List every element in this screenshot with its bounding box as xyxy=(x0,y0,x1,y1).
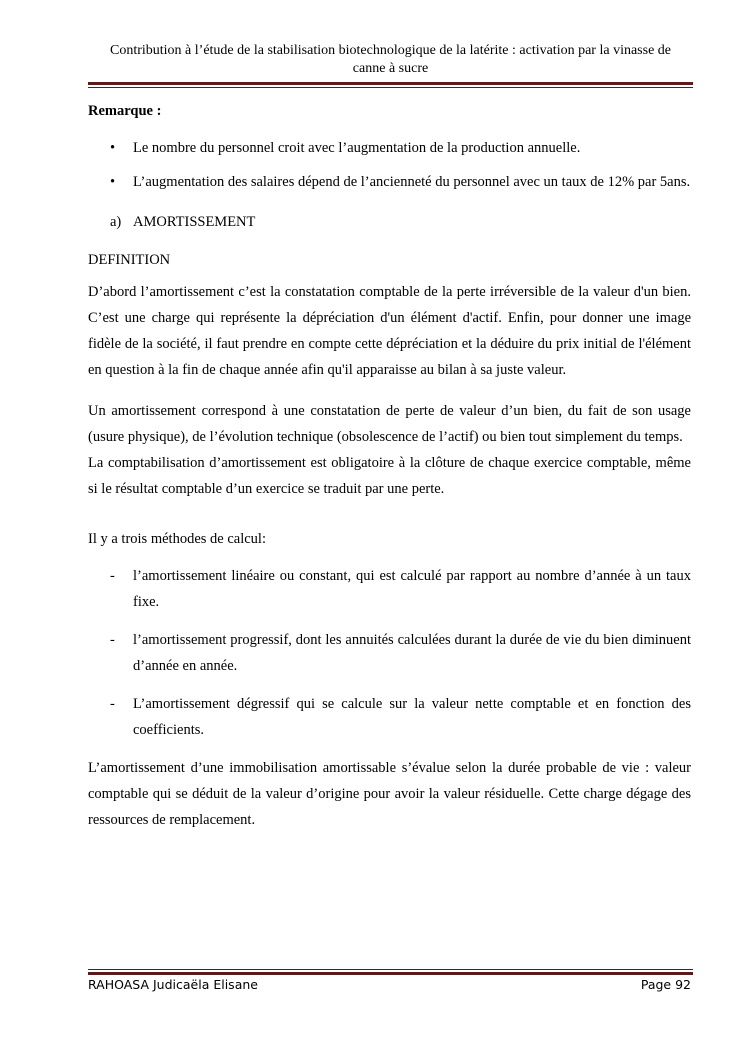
footer-rule-thin xyxy=(88,969,693,970)
remark-item-text: L’augmentation des salaires dépend de l’ancienneté du personnel avec un taux de 12% par 5ans. xyxy=(133,174,691,190)
definition-paragraph-2-part-2: La comptabilisation d’amortissement est obligatoire à la clôture de chaque exercice comptable, même si le résultat comptable d’un exercice se traduit par une perte. xyxy=(88,455,691,497)
section-heading-amortissement xyxy=(88,209,691,235)
method-item-text: l’amortissement progressif, dont les annuités calculées durant la durée de vie du bien diminuent d’année en année. xyxy=(133,632,691,674)
section-number: a) xyxy=(110,214,122,230)
list-item xyxy=(88,563,691,615)
list-item xyxy=(88,135,691,161)
section-title: AMORTISSEMENT xyxy=(133,214,256,230)
remark-list xyxy=(88,135,691,195)
methods-intro: Il y a trois méthodes de calcul: xyxy=(88,531,266,547)
method-item-text: l’amortissement linéaire ou constant, qui est calculé par rapport au nombre d’année à un taux fixe. xyxy=(133,568,691,610)
header-title-line1: Contribution à l’étude de la stabilisation biotechnologique de la latérite : activation par la vinasse de xyxy=(110,43,671,58)
list-item xyxy=(88,691,691,743)
header-rule-thick xyxy=(88,82,693,85)
dash-icon: - xyxy=(110,568,115,584)
page-body xyxy=(88,100,691,833)
list-item xyxy=(88,169,691,195)
page-header xyxy=(88,42,693,78)
header-title-line2: canne à sucre xyxy=(352,61,429,76)
header-rule-thin xyxy=(88,87,693,88)
dash-icon: - xyxy=(110,696,115,712)
definition-paragraph-1: D’abord l’amortissement c’est la constatation comptable de la perte irréversible de la valeur d'un bien. C’est une charge qui représente la dépréciation d'un élément d'actif. Enfin, pour donner une image fidèle de la société, il faut prendre en compte cette dépréciation et la déduire du prix initial de l'élément en question à la fin de chaque année afin qu'il apparaisse au bilan à sa juste valeur. xyxy=(88,284,691,378)
definition-paragraph-2-part-1: Un amortissement correspond à une constatation de perte de valeur d’un bien, du fait de son usage (usure physique), de l’évolution technique (obsolescence de l’actif) ou bien tout simplement du temps. xyxy=(88,403,691,445)
methods-list xyxy=(88,563,691,743)
list-item xyxy=(88,627,691,679)
bullet-icon: • xyxy=(110,140,116,156)
remark-item-text: Le nombre du personnel croit avec l’augmentation de la production annuelle. xyxy=(133,140,581,156)
definition-paragraph-2 xyxy=(88,398,691,502)
footer-page-number: Page 92 xyxy=(640,977,691,992)
definition-heading: DEFINITION xyxy=(88,252,171,268)
method-item-text: L’amortissement dégressif qui se calcule sur la valeur nette comptable et en fonction des coefficients. xyxy=(133,696,691,738)
bullet-icon: • xyxy=(110,174,116,190)
footer-rule-thick xyxy=(88,972,693,975)
footer-author: RAHOASA Judicaëla Elisane xyxy=(88,977,258,992)
remark-title: Remarque : xyxy=(88,103,162,119)
closing-paragraph: L’amortissement d’une immobilisation amortissable s’évalue selon la durée probable de vie : valeur comptable qui se déduit de la valeur d’origine pour avoir la valeur résiduelle. Cette charge dégage des ressources de remplacement. xyxy=(88,760,691,828)
dash-icon: - xyxy=(110,632,115,648)
